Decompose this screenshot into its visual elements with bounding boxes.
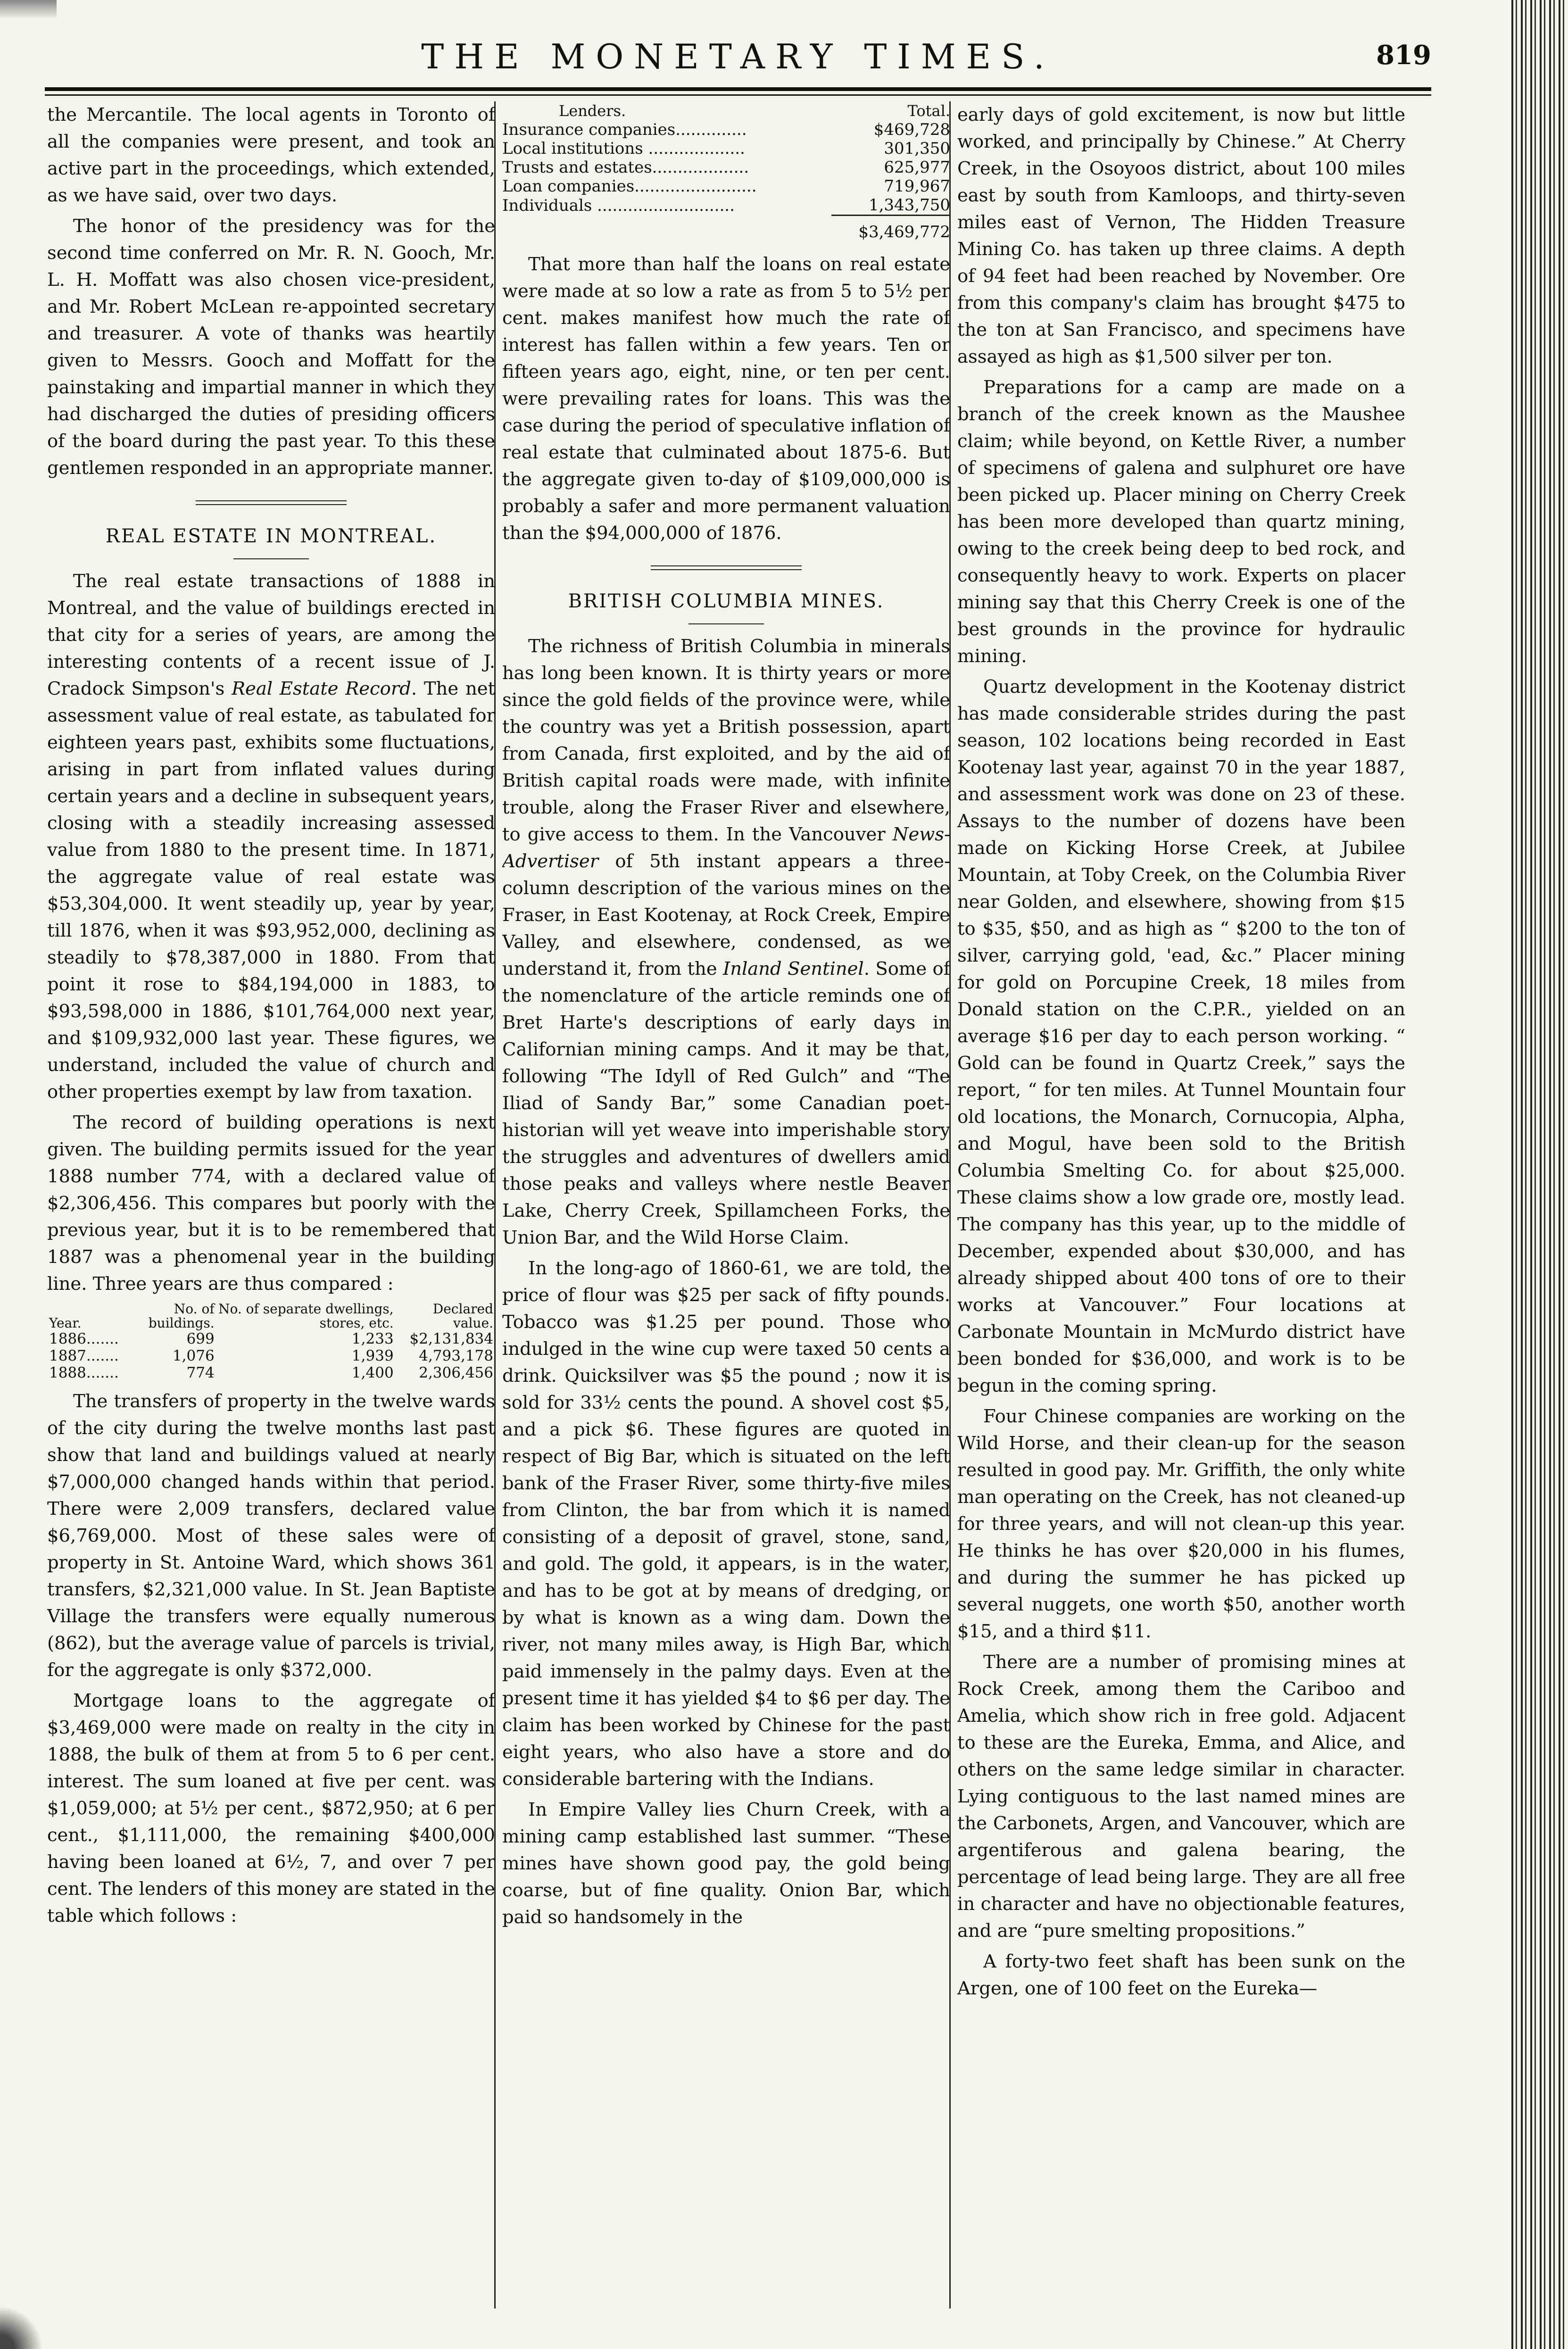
table-cell: 719,967 (884, 177, 950, 196)
table-header: No. of separate dwellings, stores, etc. (218, 1301, 394, 1331)
table-header-row (502, 101, 950, 120)
table-cell: 1887....... (49, 1347, 119, 1364)
section-divider (651, 565, 802, 570)
title-rule (689, 623, 764, 624)
page-corner-shadow (0, 2283, 66, 2349)
table-row (47, 1347, 495, 1364)
paragraph: The real estate transactions of 1888 in Montreal, and the value of buildings erected in that city for a series of years, are among the interesting contents of a recent issue of J. Cradock Simpson's Real Estate Record. The net assessment value of real estate, as tabulated for eighteen years past, exhibits some fluctuations, arising in part from inflated values during certain years and a decline in subsequent years, closing with a steadily increasing assessed value from 1880 to the present time. In 1871, the aggregate value of real estate was $53,304,000. It went steadily up, year by year, till 1876, when it was $93,952,000, declining as steadily to $78,387,000 in 1880. From that point it rose to $84,194,000 in 1883, to $93,598,000 in 1886, $101,764,000 next year, and $109,932,000 last year. These figures, we understand, included the value of church and other properties exempt by law from taxation. (47, 571, 495, 1103)
paragraph: Preparations for a camp are made on a branch of the creek known as the Maushee claim; while beyond, on Kettle River, a number of specimens of galena and sulphuret ore have been picked up. Placer mining on Cherry Creek has been more developed than quartz mining, owing to the creek being deep to bed rock, and consequently heavy to work. Experts on placer mining say that this Cherry Creek is one of the best grounds in the province for hydraulic mining. (957, 377, 1405, 667)
table-header: No. of buildings. (148, 1301, 215, 1331)
table-cell: 699 (186, 1330, 215, 1347)
table-header-row (47, 1302, 495, 1330)
paragraph: The honor of the presidency was for the second time conferred on Mr. R. N. Gooch, Mr. L. H. Moffatt was also chosen vice-president, and Mr. Robert McLean re-appointed secretary and treasurer. A vote of thanks was heartily given to Messrs. Gooch and Moffatt for the painstaking and impartial manner in which they had discharged the duties of presiding officers of the board during the past year. To this these gentlemen responded in an appropriate manner. (47, 216, 495, 479)
table-cell: $2,131,834 (409, 1330, 493, 1347)
paragraph: Four Chinese companies are working on the Wild Horse, and their clean-up for the season resulted in good pay. Mr. Griffith, the only white man operating on the Creek, has not cleaned-up for three years, and will not clean-up this year. He thinks he has over $20,000 in his flumes, and during the summer he has picked up several nuggets, one worth $50, another worth $15, and a third $11. (957, 1406, 1405, 1642)
table-cell: 301,350 (884, 139, 950, 158)
paragraph: Quartz development in the Kootenay district has made considerable strides during the past season, 102 locations being recorded in East Kootenay last year, against 70 in the year 1887, and assessment work was done on 23 of these. Assays to the number of dozens have been made on Kicking Horse Creek, at Jubilee Mountain, at Toby Creek, on the Columbia River near Golden, and elsewhere, showing from $15 to $35, $50, and as high as “ $200 to the ton of silver, carrying gold, 'ead, &c.” Placer mining for gold on Porcupine Creek, 18 miles from Donald station on the C.P.R., yielded on an average $16 per day to each person working. “ Gold can be found in Quartz Creek,” says the report, “ for ten miles. At Tunnel Mountain four old locations, the Monarch, Cornucopia, Alpha, and Mogul, have been sold to the British Columbia Smelting Co. for about $25,000. These claims show a low grade ore, mostly lead. The company has this year, up to the middle of December, expended about $30,000, and has already shipped about 400 tons of ore to their works at Vancouver.” Four locations at Carbonate Mountain in McMurdo district have been bonded for $36,000, and work is to be begun in the coming spring. (957, 676, 1405, 1396)
table-header: Year. (49, 1315, 82, 1331)
table-row (502, 177, 950, 196)
paragraph: the Mercantile. The local agents in Toronto of all the companies were present, and took an active part in the proceedings, which extended, as we have said, over two days. (47, 104, 495, 206)
table-cell: Individuals ........................... (502, 196, 735, 215)
paragraph: Mortgage loans to the aggregate of $3,469,000 were made on realty in the city in 1888, the bulk of them at from 5 to 6 per cent. interest. The sum loaned at five per cent. was $1,059,000; at 5½ per cent., $872,950; at 6 per cent., $1,111,000, the remaining $400,000 having been loaned at 6½, 7, and over 7 per cent. The lenders of this money are stated in the table which follows : (47, 1690, 495, 1926)
table-row (502, 120, 950, 139)
page-corner-shadow (0, 0, 57, 19)
title-rule (233, 558, 309, 559)
paragraph: A forty-two feet shaft has been sunk on the Argen, one of 100 feet on the Eureka— (957, 1951, 1405, 1999)
page-header (45, 33, 1431, 85)
section-divider (196, 500, 347, 505)
column-2 (502, 101, 950, 2308)
table-row (502, 139, 950, 158)
table-row (47, 1330, 495, 1347)
table-row (502, 158, 950, 177)
paragraph: In the long-ago of 1860-61, we are told, the price of flour was $25 per sack of fifty pounds. Tobacco was $1.25 per pound. Those who indulged in the wine cup were taxed 50 cents a drink. Quicksilver was $5 the pound ; now it is sold for 33½ cents the pound. A shovel cost $5, and a pick $6. These figures are quoted in respect of Big Bar, which is situated on the left bank of the Fraser River, some thirty-five miles from Clinton, the bar from which it is named consisting of a deposit of gravel, stone, sand, and gold. The gold, it appears, is in the water, and has to be got at by means of dredging, or by what is known as a wing dam. Down the river, not many miles away, is High Bar, which paid immensely in the palmy days. Even at the present time it has yielded $4 to $6 per day. The claim has been worked by Chinese for the past eight years, who also have a store and do considerable bartering with the Indians. (502, 1258, 950, 1790)
table-header: Total. (907, 102, 950, 120)
table-cell: Insurance companies.............. (502, 120, 747, 139)
table-header: Declared value. (432, 1301, 493, 1331)
paragraph: In Empire Valley lies Churn Creek, with a mining camp established last summer. “These mines have shown good pay, the gold being coarse, but of fine quality. Onion Bar, which paid so handsomely in the (502, 1799, 950, 1928)
table-cell: Trusts and estates................... (502, 158, 749, 177)
column-1 (47, 101, 495, 2308)
table-cell: 1,343,750 (868, 196, 950, 215)
table-total-row (502, 216, 950, 242)
table-cell: 1,400 (351, 1364, 394, 1381)
buildings-table (47, 1302, 495, 1381)
paragraph: There are a number of promising mines at Rock Creek, among them the Cariboo and Amelia, which show rich in free gold. Adjacent to these are the Eureka, Emma, and Alice, and others on the same ledge similar in character. Lying contiguous to the last named mines are the Carbonets, Argen, and Vancouver, which are argentiferous and galena bearing, the percentage of lead being large. They are all free in character and have no objectionable features, and are “pure smelting propositions.” (957, 1652, 1405, 1942)
table-cell: 774 (186, 1364, 215, 1381)
header-rule-thin (45, 94, 1431, 96)
page-number: 819 (1376, 40, 1431, 71)
table-cell: Local institutions ................... (502, 139, 745, 158)
table-cell: 4,793,178 (419, 1347, 493, 1364)
table-total: $3,469,772 (831, 216, 950, 242)
table-cell: 625,977 (884, 158, 950, 177)
header-rule (45, 87, 1431, 91)
section-title: BRITISH COLUMBIA MINES. (568, 590, 885, 612)
paragraph: The richness of British Columbia in minerals has long been known. It is thirty years or more since the gold fields of the province were, while the country was yet a British possession, apart from Canada, first exploited, and by the aid of British capital roads were made, with infinite trouble, along the Fraser River and elsewhere, to give access to them. In the Vancouver News-Advertiser of 5th instant appears a three-column description of the various mines on the Fraser, in East Kootenay, at Rock Creek, Empire Valley, and elsewhere, condensed, as we understand it, from the Inland Sentinel. Some of the nomenclature of the article reminds one of Bret Harte's descriptions of early days in Californian mining camps. And it may be that, following “The Idyll of Red Gulch” and “The Iliad of Sandy Bar,” some Canadian poet-historian will yet weave into imperishable story the struggles and adventures of dwellers amid those peaks and valleys where nestle Beaver Lake, Cherry Creek, Spillamcheen Forks, the Union Bar, and the Wild Horse Claim. (502, 636, 950, 1248)
column-3 (957, 101, 1405, 2308)
table-cell: Loan companies........................ (502, 177, 757, 196)
section-title: REAL ESTATE IN MONTREAL. (105, 525, 437, 547)
table-cell: 1888....... (49, 1364, 119, 1381)
paragraph: early days of gold excitement, is now but little worked, and principally by Chinese.” At Cherry Creek, in the Osoyoos district, about 100 miles east by south from Kamloops, and thirty-seven miles east of Vernon, The Hidden Treasure Mining Co. has taken up three claims. A depth of 94 feet had been reached by November. Ore from this company's claim has brought $475 to the ton at San Francisco, and specimens have assayed as high as $1,500 silver per ton. (957, 104, 1405, 367)
masthead: THE MONETARY TIMES. (421, 37, 1055, 76)
table-cell: $469,728 (873, 120, 950, 139)
binding-edge (1511, 0, 1568, 2349)
paragraph: The record of building operations is next given. The building permits issued for the year 1888 number 774, with a declared value of $2,306,456. This compares but poorly with the previous year, but it is to be remembered that 1887 was a phenomenal year in the building line. Three years are thus compared : (47, 1112, 495, 1295)
paragraph: The transfers of property in the twelve wards of the city during the twelve months last past show that land and buildings valued at nearly $7,000,000 changed hands within that period. There were 2,009 transfers, declared value $6,769,000. Most of these sales were of property in St. Antoine Ward, which shows 361 transfers, $2,321,000 value. In St. Jean Baptiste Village the transfers were equally numerous (862), but the average value of parcels is trivial, for the aggregate is only $372,000. (47, 1391, 495, 1681)
lenders-table (502, 101, 950, 241)
paragraph: That more than half the loans on real estate were made at so low a rate as from 5 to 5½ per cent. makes manifest how much the rate of interest has fallen within a few years. Ten or fifteen years ago, eight, nine, or ten per cent. were prevailing rates for loans. This was the case during the period of speculative inflation of real estate that culminated about 1875-6. But the aggregate given to-day of $109,000,000 is probably a safer and more permanent valuation than the $94,000,000 of 1876. (502, 254, 950, 544)
table-cell: 1,939 (351, 1347, 394, 1364)
table-cell: 1,076 (172, 1347, 215, 1364)
table-cell: 1,233 (351, 1330, 394, 1347)
table-cell: 2,306,456 (419, 1364, 493, 1381)
table-row (47, 1364, 495, 1381)
table-row (502, 196, 950, 216)
table-cell: 1886....... (49, 1330, 119, 1347)
table-header: Lenders. (559, 102, 626, 120)
